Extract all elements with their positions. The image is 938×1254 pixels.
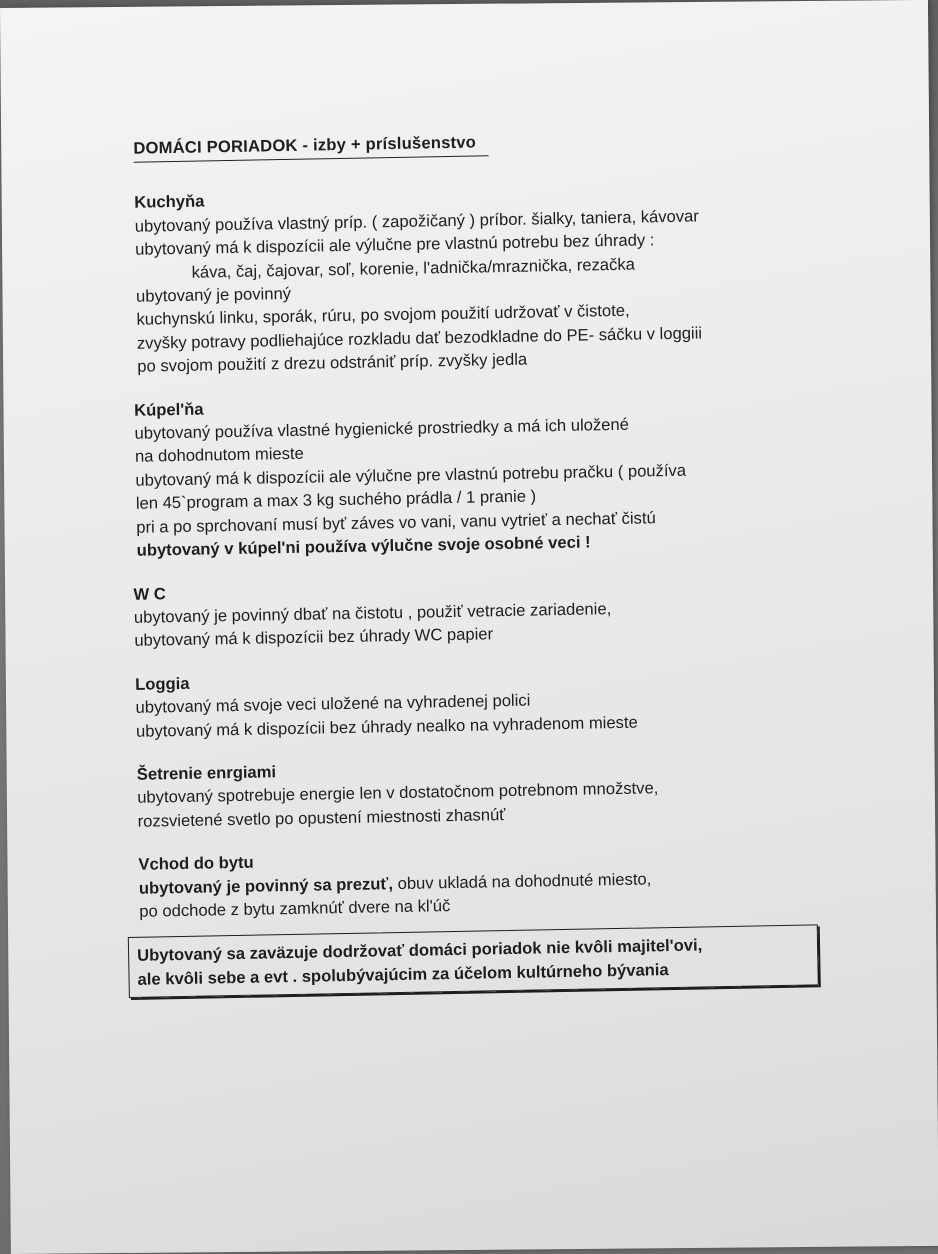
text-line: ubytovaný je povinný dbať na čistotu , použiť vetracie zariadenie, — [133, 598, 612, 627]
notice-box — [128, 925, 819, 999]
section-heading-kitchen: Kuchyňa — [134, 191, 205, 213]
text-line: ubytovaný má k dispozícii ale výlučne pre vlastnú potrebu pračku ( používa — [135, 460, 687, 490]
text-line-bold: ubytovaný v kúpel'ni používa výlučne svoje osobné veci ! — [136, 532, 591, 560]
text-line: ubytovaný je povinný — [135, 283, 292, 306]
text-lead-rest: obuv ukladá na dohodnuté miesto, — [392, 868, 652, 893]
section-wc — [133, 570, 824, 653]
text-line: po svojom použití z drezu odstrániť príp. zvyšky jedla — [137, 349, 528, 376]
section-heading-energy: Šetrenie enrgiami — [136, 762, 277, 784]
section-heading-wc: W C — [133, 583, 166, 604]
notice-line: ale kvôli sebe a evt . spolubývajúcim za účelom kultúrneho bývania — [137, 960, 669, 990]
document-content — [125, 124, 831, 998]
section-bathroom — [134, 386, 823, 562]
document-title: DOMÁCI PORIADOK - izby + príslušenstvo — [133, 130, 488, 163]
text-line: ubytovaný má k dispozícii ale výlučne pre vlastnú potrebu bez úhrady : — [135, 230, 655, 259]
text-line: po odchode z bytu zamknúť dvere na kl'úč — [139, 896, 451, 921]
text-line: pri a po sprchovaní musí byť záves vo vani, vanu vytrieť a nechať čistú — [136, 507, 656, 537]
text-line: zvyšky potravy podliehajúce rozkladu dať bezodkladne do PE- sáčku v loggiii — [136, 323, 703, 353]
text-line: ubytovaný spotrebuje energie len v dostatočnom potrebnom množstve, — [137, 778, 659, 808]
text-line: na dohodnutom mieste — [134, 444, 304, 467]
text-line: ubytovaný má svoje veci uložené na vyhradenej polici — [135, 690, 531, 717]
text-line: ubytovaný používa vlastný príp. ( zapožičaný ) príbor. šialky, taniera, kávovar — [134, 206, 700, 236]
section-heading-entrance: Vchod do bytu — [138, 852, 254, 874]
text-line: ubytovaný používa vlastné hygienické prostriedky a má ich uložené — [134, 414, 630, 443]
text-line: rozsvietené svetlo po opustení miestnosti zhasnúť — [137, 804, 506, 831]
text-line: ubytovaný má k dispozícii bez úhrady WC papier — [134, 624, 494, 651]
text-line: len 45`program a max 3 kg suchého prádla / 1 pranie ) — [135, 486, 537, 514]
section-heading-bathroom: Kúpel'ňa — [133, 399, 204, 420]
text-line: ubytovaný má k dispozícii bez úhrady nealko na vyhradenom mieste — [135, 712, 638, 741]
text-line-indented: káva, čaj, čajovar, soľ, korenie, l'adnička/mraznička, rezačka — [191, 254, 636, 282]
section-loggia — [135, 660, 826, 743]
text-line: kuchynskú linku, sporák, rúru, po svojom použití udržovať v čistote, — [136, 301, 630, 330]
text-bold-lead: ubytovaný je povinný sa prezuť, — [138, 873, 394, 898]
section-entrance — [138, 840, 829, 923]
section-kitchen — [134, 179, 819, 379]
section-heading-loggia: Loggia — [134, 673, 190, 694]
notice-line: Ubytovaný sa zaväzuje dodržovať domáci poriadok nie kvôli majitel'ovi, — [136, 935, 703, 966]
section-energy-saving — [137, 750, 828, 833]
